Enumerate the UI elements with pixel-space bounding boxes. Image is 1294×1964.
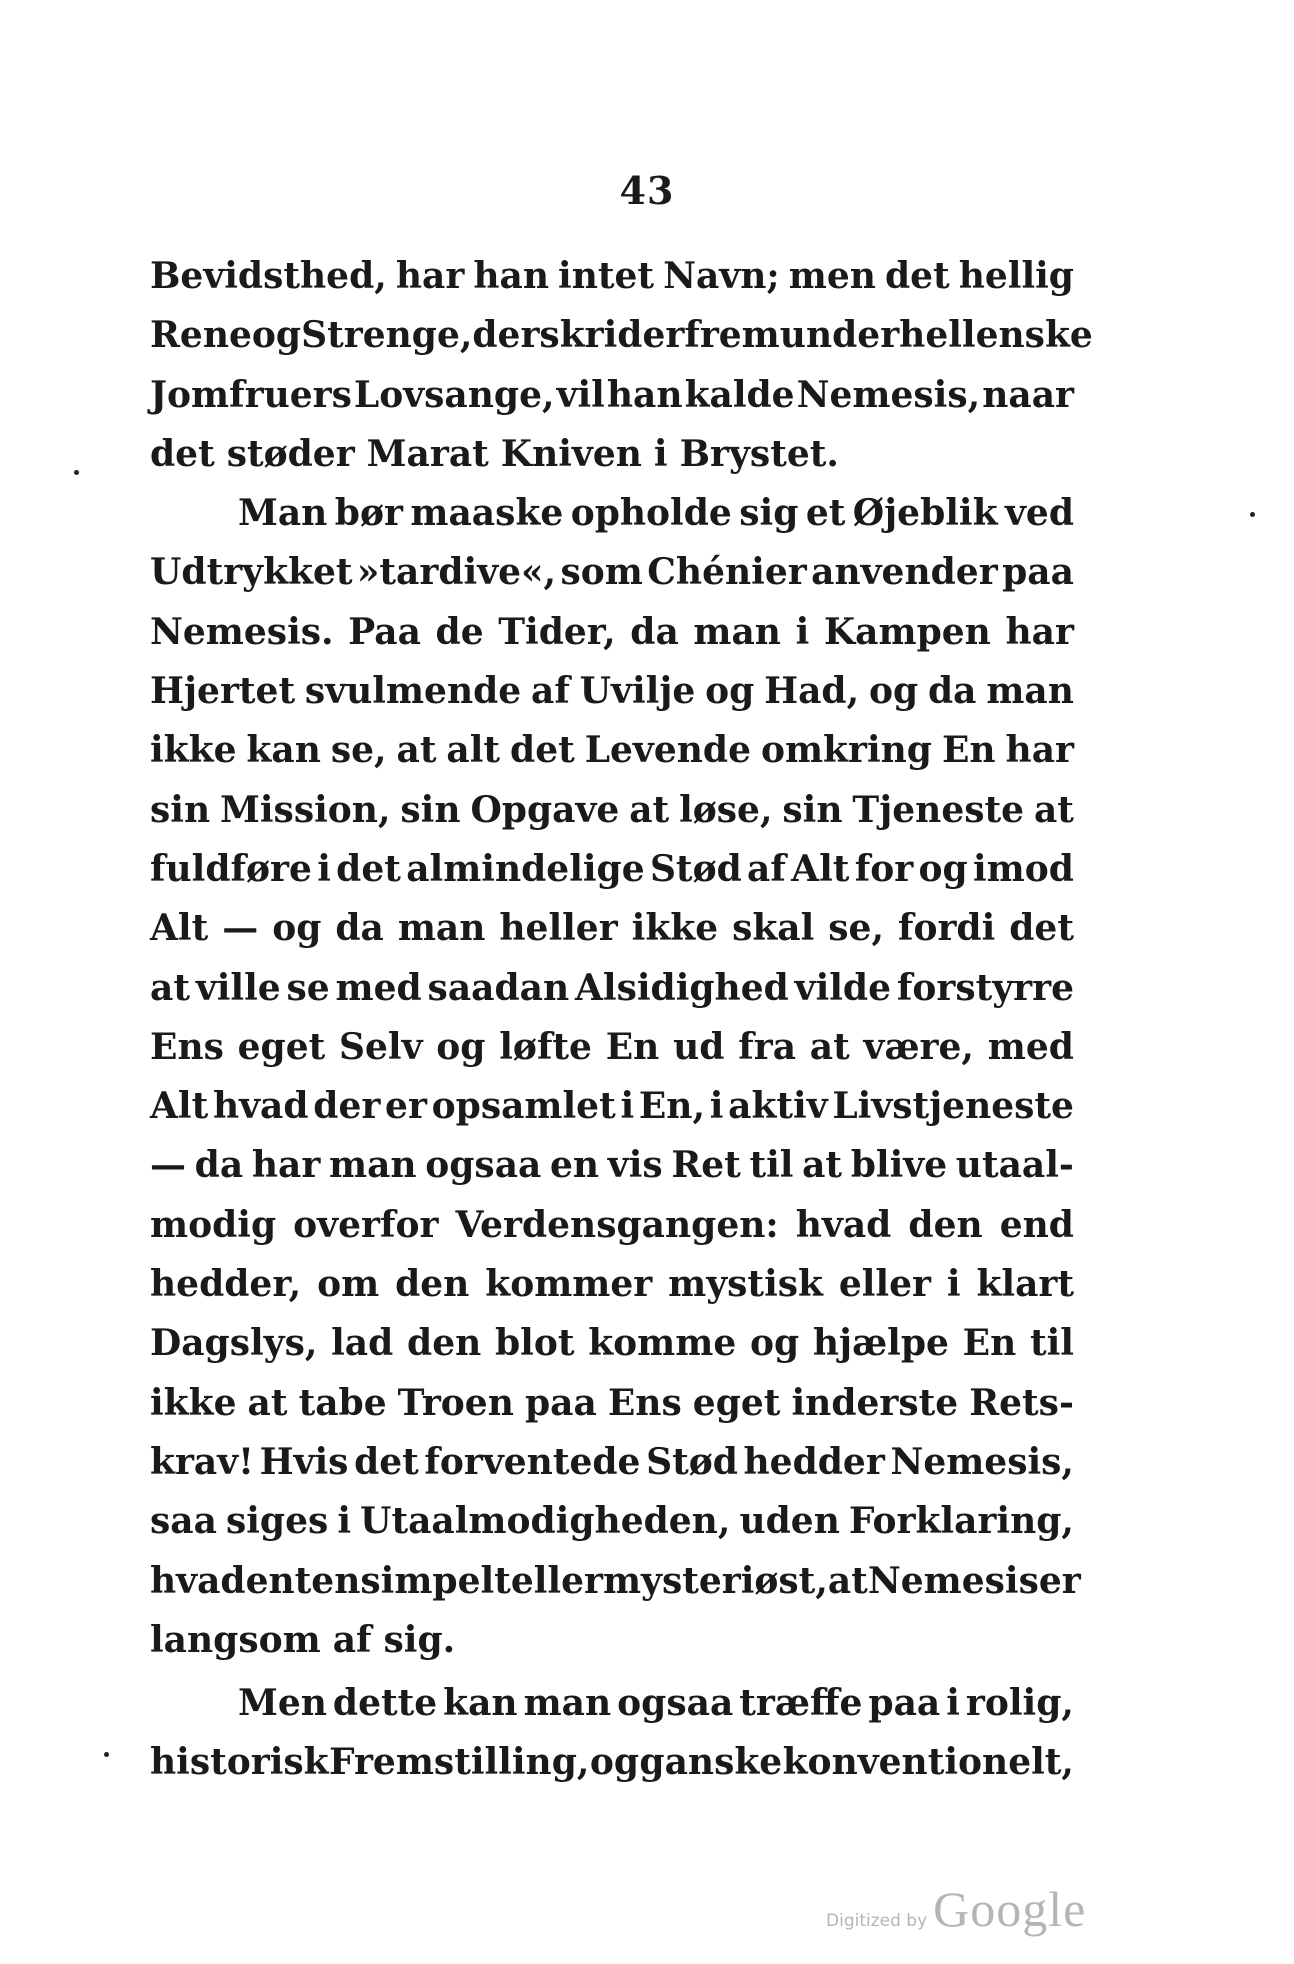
word: at — [150, 966, 190, 1009]
word: Udtrykket — [150, 551, 353, 594]
word: Man — [238, 492, 328, 535]
word: — — [150, 1144, 186, 1187]
word: historisk — [150, 1741, 329, 1784]
word: Troen — [397, 1381, 514, 1424]
scan-speck — [104, 1752, 109, 1757]
watermark-brand: Google — [933, 1881, 1087, 1937]
word: opholde — [570, 492, 732, 535]
word: intet — [558, 255, 655, 297]
word: det — [1009, 907, 1074, 950]
word: hedder — [743, 1440, 885, 1483]
word: hvad — [795, 1203, 892, 1246]
scan-speck — [74, 470, 79, 475]
word: sig — [739, 492, 799, 535]
word: sin — [400, 788, 461, 831]
word: Paa — [348, 610, 421, 653]
word: imod — [972, 847, 1074, 890]
word: da — [927, 670, 977, 713]
word: hvad — [212, 1085, 309, 1128]
word: til — [1030, 1322, 1074, 1365]
word: saa — [150, 1500, 217, 1543]
word: i — [317, 847, 331, 890]
word: skal — [732, 907, 815, 950]
word: Verdensgangen: — [455, 1203, 779, 1246]
page-number: 43 — [619, 168, 675, 213]
word: klart — [976, 1263, 1074, 1306]
word: i — [337, 1500, 351, 1543]
word: omkring — [760, 729, 932, 772]
word: paa — [1002, 551, 1074, 594]
word: bør — [334, 492, 403, 535]
word: saadan — [427, 966, 570, 1009]
word: være, — [863, 1025, 974, 1068]
word: er — [1038, 1559, 1081, 1602]
word: Alt — [150, 907, 209, 950]
word: hjælpe — [812, 1322, 949, 1365]
word: Tjeneste — [852, 788, 1025, 831]
word: ikke — [150, 1381, 237, 1424]
word: ville — [195, 966, 281, 1009]
word: man — [397, 907, 486, 950]
word: Levende — [584, 729, 751, 772]
digitized-by-google-watermark — [826, 1880, 1086, 1938]
word: at — [802, 1144, 843, 1187]
word: og — [589, 1741, 639, 1784]
word: se — [286, 966, 330, 1009]
word: langsom — [150, 1618, 321, 1661]
word: om — [317, 1263, 380, 1306]
word: Tider, — [498, 610, 616, 653]
word: Nemesis — [867, 1559, 1039, 1602]
text-line — [150, 1260, 1074, 1319]
word: Hjertet — [150, 670, 296, 713]
word: Nemesis. — [150, 610, 334, 653]
word: har — [1005, 729, 1074, 772]
word: af — [531, 670, 570, 713]
word: i — [946, 1682, 960, 1725]
word: Jomfruers — [150, 373, 352, 416]
word: de — [435, 610, 484, 653]
word: skrider — [539, 314, 685, 357]
word: hvad — [150, 1559, 246, 1602]
word: man — [328, 1144, 417, 1187]
word: ganske — [639, 1741, 783, 1784]
text-line — [150, 1319, 1074, 1378]
word: En — [605, 1025, 660, 1068]
word: eget — [237, 1025, 326, 1068]
word: Fremstilling, — [329, 1741, 590, 1784]
word: Marat — [366, 432, 489, 475]
text-line — [150, 489, 1074, 548]
word: forstyrre — [896, 966, 1074, 1009]
word: at — [1033, 788, 1074, 831]
word: En — [962, 1322, 1017, 1365]
word: dette — [332, 1682, 438, 1725]
word: — — [222, 907, 259, 950]
word: hedder, — [150, 1263, 302, 1306]
scan-speck — [1250, 512, 1255, 517]
word: Dagslys, — [150, 1322, 318, 1365]
text-line — [150, 311, 1093, 370]
word: siges — [225, 1500, 329, 1543]
word: inderste — [791, 1381, 959, 1424]
word: Kampen — [823, 610, 991, 653]
word: løfte — [499, 1025, 592, 1068]
word: Alt — [791, 847, 850, 890]
word: Bevidsthed, — [150, 255, 387, 297]
word: konventionelt, — [782, 1741, 1074, 1784]
word: ikke — [631, 907, 719, 950]
word: at — [827, 1559, 868, 1602]
text-line — [150, 608, 1074, 667]
word: og — [251, 314, 302, 357]
word: Rets- — [969, 1381, 1074, 1424]
word: en — [550, 1144, 600, 1187]
word: Stød — [649, 847, 742, 890]
word: blot — [494, 1322, 575, 1365]
text-line — [150, 726, 1074, 785]
word: han — [473, 255, 549, 297]
word: Ens — [150, 1025, 224, 1068]
word: hellenske — [899, 314, 1093, 357]
word: modig — [150, 1203, 277, 1246]
body-text — [150, 252, 1093, 1798]
watermark-prefix: Digitized by — [826, 1911, 928, 1931]
word: Øjeblik — [852, 492, 998, 535]
word: Ens — [607, 1381, 682, 1424]
word: maaske — [410, 492, 564, 535]
word: overfor — [293, 1203, 439, 1246]
word: den — [407, 1322, 482, 1365]
word: simpelt — [360, 1559, 511, 1602]
word: Uvilje — [579, 670, 696, 713]
text-line — [150, 1141, 1074, 1200]
word: enten — [245, 1559, 361, 1602]
word: sin — [782, 788, 843, 831]
text-line — [150, 786, 1074, 845]
word: Selv — [339, 1025, 423, 1068]
word: det — [354, 1440, 419, 1483]
word: Rene — [150, 314, 252, 357]
word: Livstjeneste — [832, 1085, 1074, 1128]
text-line — [150, 1557, 1081, 1616]
word: træffe — [739, 1682, 863, 1725]
word: mystisk — [668, 1263, 823, 1306]
word: ikke — [150, 729, 237, 772]
word: det — [884, 255, 950, 297]
word: »tardive«, — [356, 551, 557, 594]
word: ogsaa — [425, 1144, 542, 1187]
word: opsamlet — [431, 1085, 616, 1128]
text-line — [150, 1201, 1074, 1260]
word: eller — [838, 1263, 931, 1306]
word: har — [395, 255, 465, 297]
word: den — [908, 1203, 983, 1246]
word: Mission, — [220, 788, 391, 831]
word: han — [606, 373, 683, 416]
word: En, — [638, 1085, 705, 1128]
text-line — [150, 430, 1074, 489]
word: hellig — [958, 255, 1074, 297]
word: kan — [443, 1682, 518, 1725]
word: fra — [738, 1025, 797, 1068]
text-line — [150, 845, 1074, 904]
word: anvender — [811, 551, 998, 594]
word: kommer — [485, 1263, 653, 1306]
word: komme — [588, 1322, 737, 1365]
word: uden — [739, 1500, 840, 1543]
text-line — [150, 1379, 1074, 1438]
word: krav! — [150, 1440, 254, 1483]
word: Ret — [671, 1144, 741, 1187]
word: et — [805, 492, 846, 535]
word: tabe — [298, 1381, 387, 1424]
word: ved — [1005, 492, 1074, 535]
word: da — [630, 610, 679, 653]
word: i — [653, 432, 668, 475]
word: for — [854, 847, 914, 890]
word: med — [987, 1025, 1074, 1068]
text-line — [150, 1497, 1074, 1556]
text-line — [150, 904, 1074, 963]
word: forventede — [424, 1440, 641, 1483]
word: man — [986, 670, 1074, 713]
text-line — [150, 964, 1074, 1023]
word: se, — [330, 729, 387, 772]
text-line — [150, 1738, 1074, 1797]
word: frem — [684, 314, 780, 357]
word: paa — [524, 1381, 597, 1424]
word: Utaalmodigheden, — [360, 1500, 731, 1543]
word: med — [335, 966, 422, 1009]
word: man — [523, 1682, 612, 1725]
word: rolig, — [965, 1682, 1074, 1725]
word: Lovsange, — [353, 373, 555, 416]
word: En — [941, 729, 996, 772]
text-line — [150, 1616, 1074, 1675]
word: man — [693, 610, 781, 653]
word: Alt — [150, 1085, 209, 1128]
word: da — [335, 907, 384, 950]
word: Forklaring, — [848, 1500, 1074, 1543]
word: at — [396, 729, 437, 772]
word: Brystet. — [679, 432, 839, 475]
word: af — [747, 847, 786, 890]
word: Nemesis, — [890, 1440, 1074, 1483]
word: blive — [850, 1144, 948, 1187]
word: Men — [238, 1682, 327, 1725]
word: se, — [828, 907, 884, 950]
word: vilde — [794, 966, 892, 1009]
word: at — [629, 788, 670, 831]
word: ogsaa — [617, 1682, 734, 1725]
word: og — [436, 1025, 486, 1068]
word: utaal- — [955, 1144, 1074, 1187]
word: i — [620, 1085, 635, 1128]
text-line — [150, 1023, 1074, 1082]
word: fordi — [897, 907, 996, 950]
word: end — [999, 1203, 1074, 1246]
word: at — [247, 1381, 288, 1424]
word: Alsidighed — [574, 966, 789, 1009]
word: eget — [692, 1381, 781, 1424]
text-line — [150, 371, 1074, 430]
word: men — [788, 255, 876, 297]
word: i — [795, 610, 810, 653]
word: vis — [607, 1144, 663, 1187]
word: under — [779, 314, 900, 357]
word: Stød — [646, 1440, 738, 1483]
word: Navn; — [663, 255, 780, 297]
word: i — [946, 1263, 961, 1306]
text-line — [150, 1438, 1074, 1497]
word: af — [332, 1618, 372, 1661]
text-line — [150, 252, 1074, 311]
word: til — [749, 1144, 794, 1187]
word: eller — [510, 1559, 603, 1602]
word: da — [194, 1144, 244, 1187]
word: svulmende — [304, 670, 522, 713]
word: Nemesis, — [796, 373, 981, 416]
text-line — [150, 1082, 1074, 1141]
word: ud — [673, 1025, 725, 1068]
word: Kniven — [500, 432, 642, 475]
word: løse, — [679, 788, 773, 831]
word: der — [313, 1085, 381, 1128]
text-line — [150, 667, 1074, 726]
word: at — [809, 1025, 850, 1068]
word: har — [251, 1144, 321, 1187]
word: aktiv — [728, 1085, 828, 1128]
word: paa — [868, 1682, 941, 1725]
word: lad — [331, 1322, 394, 1365]
word: og — [749, 1322, 800, 1365]
word: den — [395, 1263, 470, 1306]
word: det — [336, 847, 401, 890]
word: mysteriøst, — [602, 1559, 828, 1602]
word: har — [1005, 610, 1074, 653]
word: og — [868, 670, 919, 713]
word: kan — [246, 729, 321, 772]
text-line — [150, 1679, 1074, 1738]
word: sin — [150, 788, 211, 831]
word: det — [510, 729, 575, 772]
word: almindelige — [406, 847, 645, 890]
word: støder — [226, 432, 355, 475]
word: Opgave — [470, 788, 620, 831]
word: der — [472, 314, 540, 357]
word: sig. — [383, 1618, 456, 1661]
word: fuldføre — [150, 847, 312, 890]
text-line — [150, 548, 1074, 607]
word: Had, — [764, 670, 860, 713]
word: heller — [499, 907, 618, 950]
word: vil — [556, 373, 605, 416]
word: det — [150, 432, 215, 475]
word: i — [709, 1085, 724, 1128]
word: alt — [446, 729, 501, 772]
word: Chénier — [647, 551, 807, 594]
word: og — [705, 670, 755, 713]
word: og — [272, 907, 322, 950]
word: Hvis — [259, 1440, 349, 1483]
word: og — [918, 847, 968, 890]
word: er — [385, 1085, 427, 1128]
word: kalde — [684, 373, 795, 416]
word: Strenge, — [301, 314, 473, 357]
word: som — [560, 551, 643, 594]
word: naar — [982, 373, 1074, 416]
